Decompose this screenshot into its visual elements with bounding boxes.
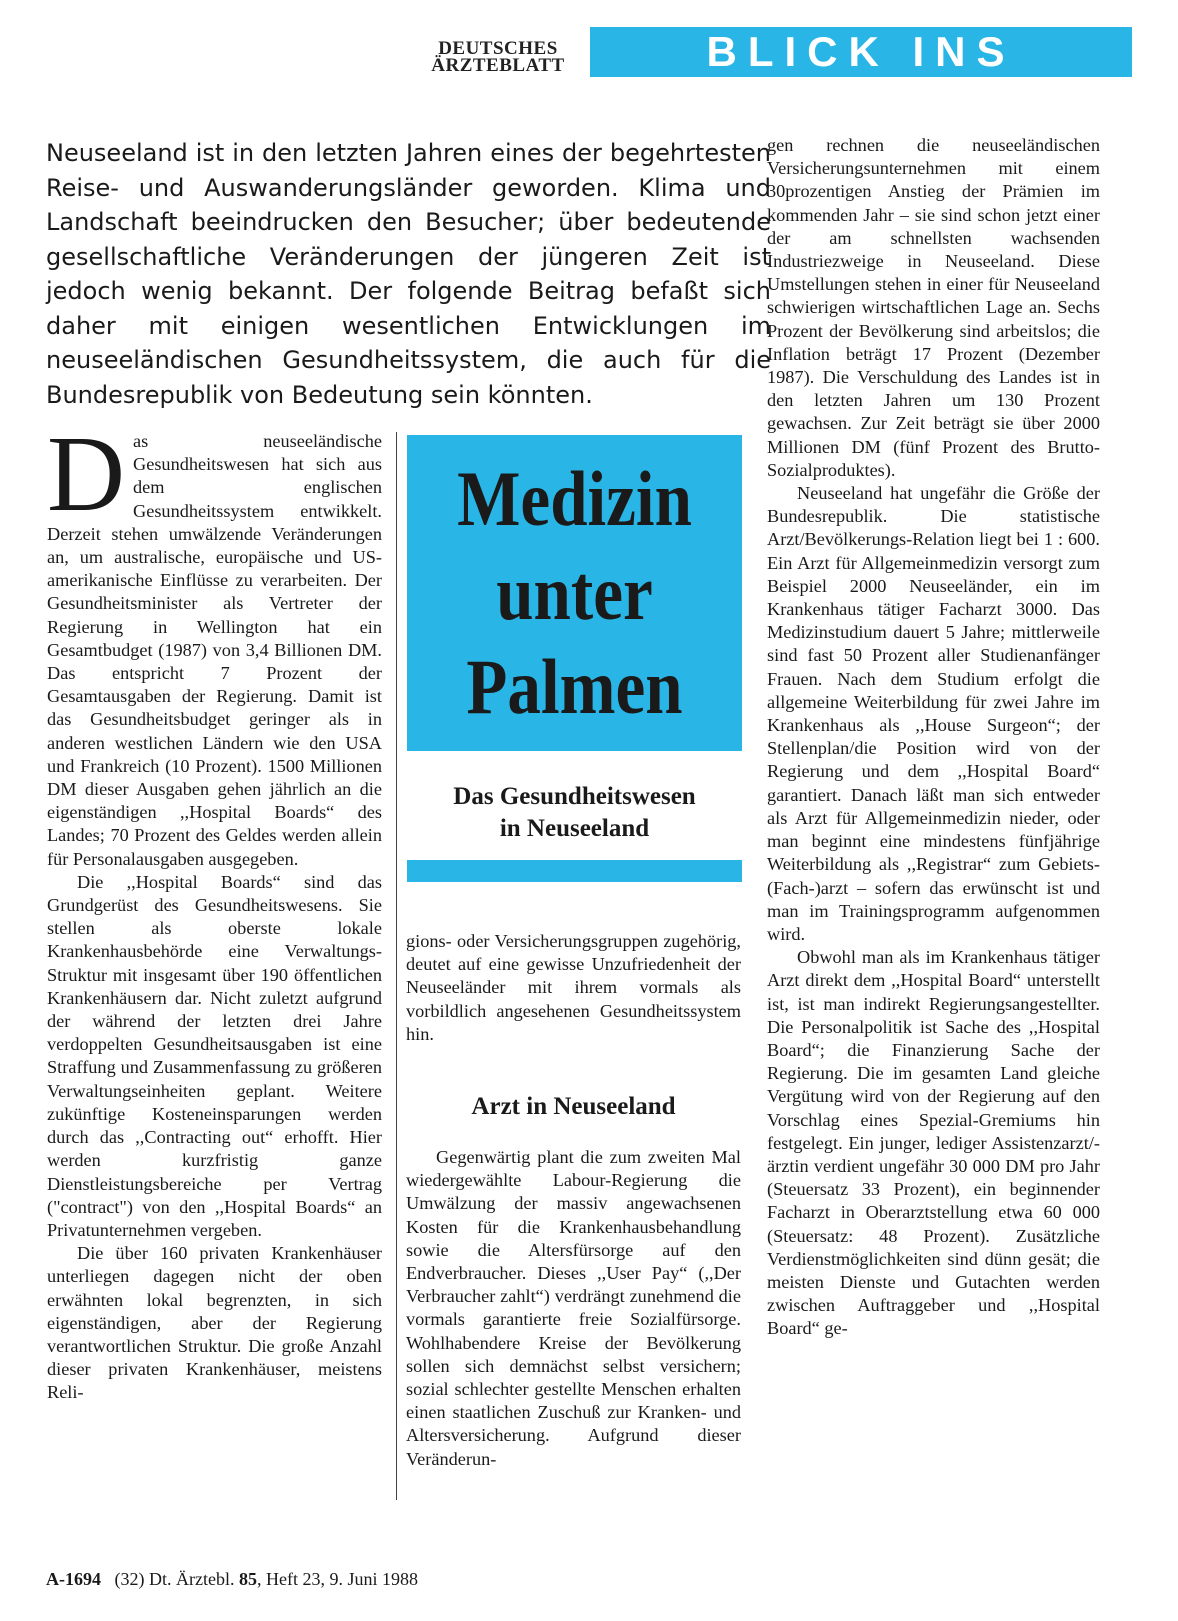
section-banner: BLICK INS AUSLAND (590, 27, 1132, 77)
paragraph-5: Gegenwärtig plant die zum zweiten Mal wiedergewählte Labour-Regierung die Umwälzung der massiv angewachsenen Kosten für die Krankenhausbehandlung sowie die Altersfürsorge auf den Endverbraucher. Dieses ,,User Pay“ (,,Der Verbraucher zahlt“) verdrängt zunehmend die vormals garantierte freie Sozialfürsorge. Wohlhabendere Kreise der Bevölkerung sollen sich demnächst selbst versichern; sozial schlechter gestellte Menschen erhalten einen staatlichen Zuschuß zur Kranken- und Altersversicherung. Aufgrund dieser Veränderun- (406, 1147, 741, 1469)
subtitle-line-1: Das Gesundheitswesen (453, 783, 696, 810)
paragraph-4: gions- oder Versicherungsgruppen zugehörig, deutet auf eine gewisse Unzufriedenheit der Neuseeländer mit ihrem vormals als vorbildlich angesehenen Gesundheitssystem hin. (406, 931, 741, 1044)
title-line-1: Medizin (457, 455, 692, 542)
paragraph-3: Die über 160 privaten Krankenhäuser unterliegen dagegen nicht der oben erwähnten lokal begrenzten, in sich eigenständigen, aber der Regierung verantwortlichen Struktur. Die große Anzahl dieser privaten Krankenhäuser, meistens Reli- (47, 1243, 382, 1403)
subtitle-line-2: in Neuseeland (499, 815, 650, 842)
lead-paragraph: Neuseeland ist in den letzten Jahren eines der begehrtesten Reise- und Auswanderungsländer geworden. Klima und Landschaft beeindrucken den Besucher; über bedeutende gesellschaftliche Veränderungen der jüngeren Zeit ist jedoch wenig bekannt. Der folgende Beitrag befaßt sich daher mit einigen wesentlichen Entwicklungen im neuseeländischen Gesundheitssystem, die auch für die Bundesrepublik von Bedeutung sein könnten. (46, 139, 771, 409)
article-column-3 (767, 134, 1100, 1341)
masthead-line-1: DEUTSCHES (438, 38, 558, 59)
paragraph-6: gen rechnen die neuseeländischen Versicherungsunternehmen mit einem 30prozentigen Anstieg der Prämien im kommenden Jahr – sie sind schon jetzt einer der am schnellsten wachsenden Industriezweige in Neuseeland. Diese Umstellungen stehen in einer für Neuseeland schwierigen wirtschaftlichen Lage an. Sechs Prozent der Bevölkerung sind arbeitslos; die Inflation beträgt 17 Prozent (Dezember 1987). Die Verschuldung des Landes ist in den letzten Jahren um 130 Prozent gewachsen. Zur Zeit beträgt sie über 2000 Millionen DM (fünf Prozent des Brutto-Sozialproduktes). (767, 135, 1100, 480)
issue-details: , Heft 23, 9. Juni 1988 (256, 1569, 418, 1589)
paragraph-2: Die ,,Hospital Boards“ sind das Grundgerüst des Gesundheitswesens. Sie stellen als oberste lokale Krankenhausbehörde eine Verwaltungs-Struktur mit insgesamt über 190 öffentlichen Krankenhäusern dar. Nicht zuletzt aufgrund der während der letzten drei Jahre verdoppelten Gesundheitsausgaben ist eine Straffung und Zusammenfassung zu größeren Verwaltungseinheiten geplant. Weitere zukünftige Kosteneinsparungen werden durch das ,,Contracting out“ erhofft. Hier werden kurzfristig ganze Dienstleistungsbereiche per Vertrag ("contract") von den ,,Hospital Boards“ an Privatunternehmen vergeben. (47, 871, 382, 1240)
section-heading: Arzt in Neuseeland (471, 1093, 676, 1121)
title-line-2: unter (496, 549, 653, 636)
masthead-logo (418, 40, 578, 74)
page-number: A-1694 (46, 1569, 101, 1589)
volume-number: 85 (238, 1569, 257, 1589)
article-title (430, 452, 718, 734)
page-footer (46, 1568, 746, 1590)
title-line-3: Palmen (466, 643, 683, 730)
article-column-2 (406, 930, 741, 1471)
article-column-1 (47, 415, 382, 1405)
masthead-line-2: ÄRZTEBLATT (431, 55, 565, 76)
article-subtitle (407, 781, 742, 845)
paragraph-1 (47, 415, 382, 871)
accent-bar (407, 860, 742, 882)
issue-prefix: (32) Dt. Ärztebl. (114, 1569, 235, 1589)
drop-cap: D (47, 415, 125, 534)
paragraph-8: Obwohl man als im Krankenhaus tätiger Arzt direkt dem ,,Hospital Board“ unterstellt ist, ist man indirekt Regierungsangestellter. Die Personalpolitik ist Sache des ,,Hospital Board“; die Finanzierung Sache der Regierung. Die im gesamten Land gleiche Vergütung wird von der Regierung auf den Vorschlag eines Spezial-Gremiums hin festgelegt. Ein junger, lediger Assistenzarzt/-ärztin verdient ungefähr 30 000 DM pro Jahr (Steuersatz 33 Prozent), ein beginnender Facharzt in Oberarztstellung etwa 60 000 (Steuersatz: 48 Prozent). Zusätzliche Verdienstmöglichkeiten sind dünn gesät; die meisten Dienste und Gutachten werden zwischen Auftraggeber und ,,Hospital Board“ ge- (767, 947, 1100, 1339)
paragraph-7: Neuseeland hat ungefähr die Größe der Bundesrepublik. Die statistische Arzt/Bevölkerungs-Relation liegt bei 1 : 600. Ein Arzt für Allgemeinmedizin versorgt zum Beispiel 2000 Neuseeländer, ein im Krankenhaus tätiger Facharzt 3000. Das Medizinstudium dauert 5 Jahre; mittlerweile sind fast 50 Prozent aller Studienanfänger Frauen. Nach dem Studium erfolgt die allgemeine Weiterbildung für zwei Jahre im Krankenhaus als ,,House Surgeon“; der Stellenplan/die Position wird von der Regierung und dem ,,Hospital Board“ garantiert. Danach läßt man sich entweder als Arzt für Allgemeinmedizin nieder, oder man beginnt eine mindestens fünfjährige Weiterbildung als ,,Registrar“ zum Gebiets-(Fach-)arzt – sofern das erwünscht ist und man im Trainingsprogramm aufgenommen wird. (767, 483, 1100, 944)
paragraph-1-text: as neuseeländische Gesundheitswesen hat sich aus dem englischen Gesundheitssystem entwikkelt. Derzeit stehen umwälzende Veränderungen an, um australische, europäische und US-amerikanische Einflüsse zu verarbeiten. Der Gesundheitsminister als Vertreter der Regierung in Wellington hat ein Gesamtbudget (1987) von 3,4 Billionen DM. Das entspricht 7 Prozent der Gesamtausgaben der Regierung. Damit ist das Gesundheitsbudget geringer als in anderen westlichen Ländern wie den USA und Frankreich (10 Prozent). 1500 Millionen DM dieser Ausgaben gehen jährlich an die eigenständigen ,,Hospital Boards“ des Landes; 70 Prozent des Geldes werden allein für Personalausgaben ausgegeben. (47, 431, 382, 869)
column-divider (396, 432, 397, 1500)
